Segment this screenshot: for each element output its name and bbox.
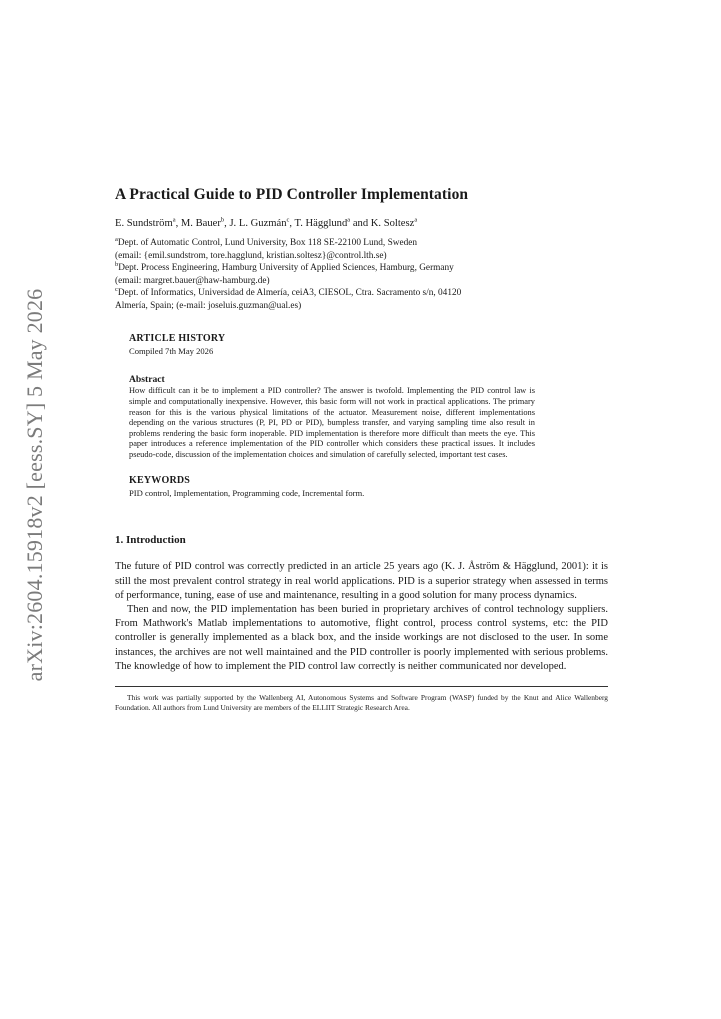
footnote-divider [115,686,608,687]
arxiv-identifier: arXiv:2604.15918v2 [eess.SY] 5 May 2026 [22,288,47,682]
affiliation-email: Almería, Spain; (e-mail: joseluis.guzman@ual.es) [115,300,302,311]
affiliation-mark: c [115,286,118,294]
arxiv-side-stamp-area [18,290,52,680]
affiliation [115,237,608,250]
author-name: M. Bauer [180,218,221,229]
article-history-heading: ARTICLE HISTORY [129,332,226,344]
author-name: T. Hägglund [294,218,348,229]
affiliations [115,237,608,313]
abstract-text: How difficult can it be to implement a PID controller? The answer is twofold. Implementing the PID control law is simple and computationally inexpensive. However, this basic form will not work in practical applications. The primary reason for this is the various physical limitations of the actuator. Measurement noise, different implementations depending on the various structures (P, PI, PD or PID), bumpless transfer, and varying sampling time also result in problems rendering the basic form inoperable. PID implementation is therefore more difficult than meets the eye. This paper introduces a reference implementation of the PID controller which considers these practical issues. It includes pseudo-code, discussion of the implementation choices and simulation of carefully selected, important test cases. [129,386,535,459]
affiliation-email: (email: {emil.sundstrom, tore.hagglund, kristian.soltesz}@control.lth.se) [115,250,387,261]
affiliation-mark: c [286,216,290,224]
affiliation [115,262,608,275]
paper-first-page [115,186,608,712]
affiliation-mark: a [414,216,418,224]
affiliation-mark: a [347,216,351,224]
affiliation-line: Dept. Process Engineering, Hamburg University of Applied Sciences, Hamburg, Germany [118,263,454,274]
section-heading-introduction: 1. Introduction [115,534,186,547]
footnote: This work was partially supported by the Wallenberg AI, Autonomous Systems and Software Program (WASP) funded by the Knut and Alice Wallenberg Foundation. All authors from Lund University are members of the ELLIIT Strategic Research Area. [115,692,608,712]
affiliation-mark: a [172,216,176,224]
author-list: E. Sundström$^a$, M. Bauer$^b$, J. L. Guzmán$^c$, T. Hägglund$^a$ and K. Soltesz$^a$ [115,216,418,229]
paper-title: A Practical Guide to PID Controller Implementation [115,186,469,203]
affiliation-line: Dept. of Automatic Control, Lund University, Box 118 SE-22100 Lund, Sweden [117,238,417,248]
body-paragraph: The future of PID control was correctly predicted in an article 25 years ago (K. J. Åström & Hägglund, 2001): it is still the most prevalent control strategy in real world applications. PID is a superior strategy when assessed in terms of performance, tuning, ease of use and maintenance, resulting in a good solution for many process dynamics. [115,561,608,601]
abstract-heading: Abstract [129,374,165,386]
affiliation-mark: b [115,261,119,269]
author-name: J. L. Guzmán [229,218,287,229]
affiliation-mark: a [115,235,118,243]
author-name: K. Soltesz [370,218,415,229]
compiled-date: Compiled 7th May 2026 [129,345,214,356]
affiliation-line: Dept. of Informatics, Universidad de Almería, ceiA3, CIESOL, Ctra. Sacramento s/n, 04120 [117,288,462,299]
affiliation-email: (email: margret.bauer@haw-hamburg.de) [115,275,270,286]
front-matter-box [115,333,608,499]
body-paragraph: Then and now, the PID implementation has been buried in proprietary archives of control technology suppliers. From Mathwork's Matlab implementations to automotive, flight control, process control systems, etc: the PID controller is generally implemented as a black box, and the inside workings are not disclosed to the user. In some instances, the archives are not well maintained and the PID controller is poorly implemented with serious problems. The knowledge of how to implement the PID control law correctly is neither communicated nor developed. [115,603,608,672]
keywords-text: PID control, Implementation, Programming code, Incremental form. [129,487,365,498]
author-name: E. Sundström [115,218,173,229]
keywords-heading: KEYWORDS [129,474,191,486]
affiliation-mark: b [220,216,225,224]
affiliation [115,287,608,300]
